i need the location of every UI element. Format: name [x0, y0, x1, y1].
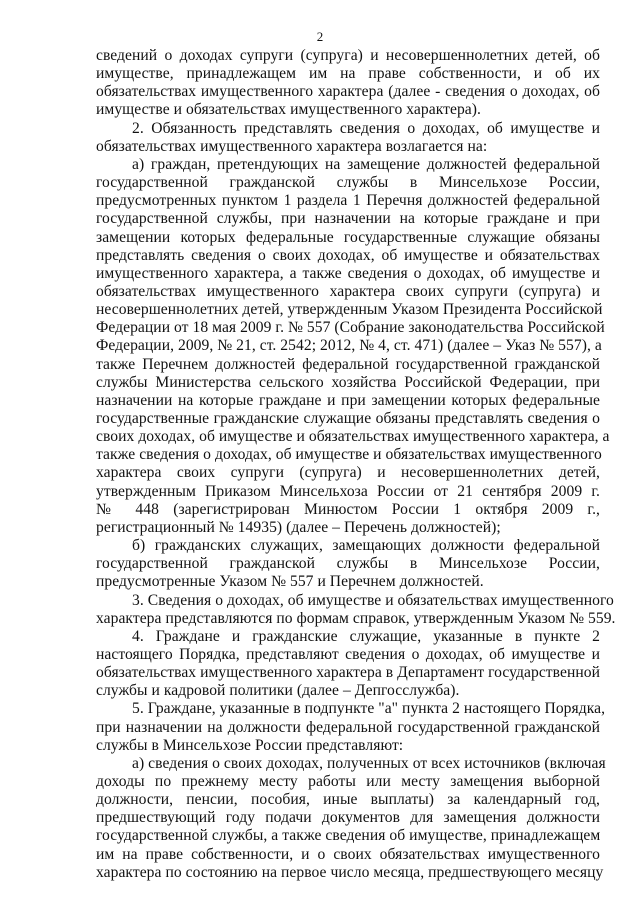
text-line: обязательствах имущественного характера (далее - сведения о доходах, об [96, 83, 600, 101]
text-line: обязательствах имущественного характера возлагается на: [96, 137, 488, 155]
text-line: имуществе, принадлежащем им на праве собственности, и об их [96, 65, 600, 83]
text-line: 5. Граждане, указанные в подпункте "а" пункта 2 настоящего Порядка, [132, 700, 606, 718]
text-line: утвержденным Приказом Минсельхоза России от 21 сентября 2009 г. [96, 482, 600, 500]
text-line: характера по состоянию на первое число месяца, предшествующего месяцу [96, 863, 604, 881]
text-line: Федерации, 2009, № 21, ст. 2542; 2012, № 4, ст. 471) (далее – Указ № 557), а [96, 337, 602, 355]
text-line: службы в Минсельхозе России представляют: [96, 736, 404, 754]
text-line: также Перечнем должностей федеральной государственной гражданской [96, 355, 600, 373]
text-line: государственной службы, а также сведения об имуществе, принадлежащем [96, 827, 601, 845]
text-line: должности, пенсии, пособия, иные выплаты) за календарный год, [96, 791, 600, 809]
text-line: имущественного характера, а также сведения о доходах, об имуществе и [96, 264, 600, 282]
text-line: государственной службы, при назначении на которые граждане и при [96, 210, 600, 228]
text-line: им на праве собственности, и о своих обязательствах имущественного [96, 845, 600, 863]
text-line: 4. Граждане и гражданские служащие, указанные в пункте 2 [132, 627, 600, 645]
text-line: а) сведения о своих доходах, полученных от всех источников (включая [132, 754, 606, 772]
text-line: предусмотренные Указом № 557 и Перечнем должностей. [96, 573, 484, 591]
text-line: настоящего Порядка, представляют сведения о доходах, об имуществе и [96, 645, 600, 663]
text-line: при назначении на должности федеральной государственной гражданской [96, 718, 600, 736]
text-line: службы Министерства сельского хозяйства Российской Федерации, при [96, 373, 600, 391]
text-line: а) граждан, претендующих на замещение должностей федеральной [132, 155, 600, 173]
text-line: имуществе и обязательствах имущественного характера). [96, 101, 481, 119]
text-line: регистрационный № 14935) (далее – Перечень должностей); [96, 518, 501, 536]
text-line: б) гражданских служащих, замещающих должности федеральной [132, 537, 600, 555]
text-line: 3. Сведения о доходах, об имуществе и обязательствах имущественного [132, 591, 614, 609]
text-line: № 448 (зарегистрирован Минюстом России 1 октября 2009 г., [96, 500, 600, 518]
text-line: 2. Обязанность представлять сведения о доходах, об имуществе и [132, 119, 600, 137]
text-line: службы и кадровой политики (далее – Депгосслужба). [96, 682, 460, 700]
text-line: государственной гражданской службы в Минсельхозе России, [96, 555, 600, 573]
text-line: предшествующий году подачи документов для замещения должности [96, 809, 600, 827]
text-line: несовершеннолетних детей, утвержденным Указом Президента Российской [96, 301, 603, 319]
text-line: характера представляются по формам справок, утвержденным Указом № 559. [96, 609, 616, 627]
text-line: обязательствах имущественного характера своих супруги (супруга) и [96, 282, 600, 300]
page-number: 2 [316, 29, 324, 44]
text-line: представлять сведения о своих доходах, об имуществе и обязательствах [96, 246, 600, 264]
text-line: характера своих супруги (супруга) и несовершеннолетних детей, [96, 464, 600, 482]
text-line: также сведения о доходах, об имуществе и обязательствах имущественного [96, 446, 602, 464]
text-line: доходы по прежнему месту работы или месту замещения выборной [96, 773, 600, 790]
text-line: замещении которых федеральные государственные служащие обязаны [96, 228, 600, 246]
text-line: предусмотренных пунктом 1 раздела 1 Перечня должностей федеральной [96, 192, 600, 210]
text-line: государственной гражданской службы в Минсельхозе России, [96, 174, 600, 192]
text-line: обязательствах имущественного характера в Департамент государственной [96, 664, 600, 682]
text-line: сведений о доходах супруги (супруга) и несовершеннолетних детей, об [96, 47, 600, 64]
text-line: государственные гражданские служащие обязаны представлять сведения о [96, 410, 600, 427]
text-line: Федерации от 18 мая 2009 г. № 557 (Собрание законодательства Российской [96, 319, 605, 337]
text-line: назначении на которые граждане и при замещении которых федеральные [96, 391, 600, 409]
text-line: своих доходах, об имуществе и обязательствах имущественного характера, а [96, 428, 610, 446]
